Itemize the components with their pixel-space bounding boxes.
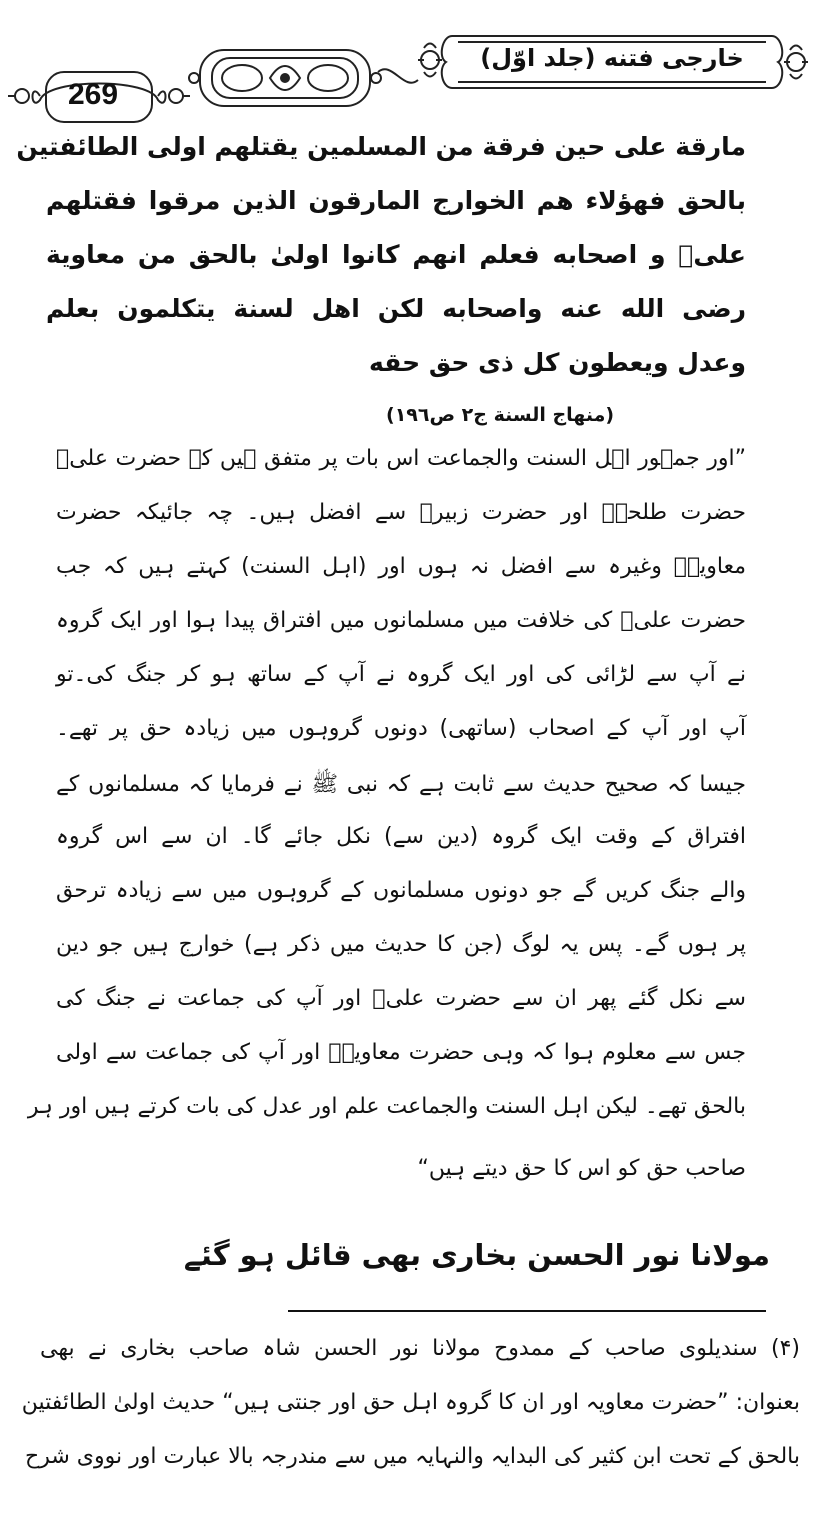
- book-title: خارجی فتنه (جلد اوّل): [480, 44, 744, 72]
- urdu-line: معاویہؓ وغیرہ سے افضل نہ ہوں اور (اہل السنت) کہتے ہیں کہ جب: [56, 554, 746, 579]
- urdu-line: جیسا کہ صحیح حدیث سے ثابت ہے کہ نبی ﷺ نے فرمایا کہ مسلمانوں کے: [56, 772, 746, 797]
- center-ornament: [189, 50, 418, 106]
- heading-underline: [288, 1310, 766, 1312]
- arabic-line: بالحق فهؤلاء هم الخوارج المارقون الذين مرقوا فقتلهم: [46, 186, 746, 215]
- arabic-line: مارقة على حين فرقة من المسلمين يقتلهم اولى الطائفتين: [16, 132, 746, 161]
- urdu-line: والے جنگ کریں گے جو دونوں مسلمانوں کے گروہوں میں سے زیادہ ترحق: [56, 878, 746, 903]
- urdu-line: جس سے معلوم ہوا کہ وہی حضرت معاویہؓ اور آپ کی جماعت سے اولی: [56, 1040, 746, 1065]
- urdu-line: حضرت علیؓ کی خلافت میں مسلمانوں میں افتراق پیدا ہوا اور ایک گروہ: [56, 608, 746, 633]
- urdu-line: نے آپ سے لڑائی کی اور ایک گروہ نے آپ کے ساتھ ہو کر جنگ کی۔تو: [56, 662, 746, 687]
- arabic-line: رضى الله عنه واصحابه لكن اهل لسنة يتكلمون بعلم: [46, 294, 746, 323]
- urdu-line: افتراق کے وقت ایک گروہ (دین سے) نکل جائے گا۔ ان سے اس گروہ: [56, 824, 746, 849]
- page-header: [0, 0, 826, 125]
- paragraph-line: بعنوان: ”حضرت معاویہ اور ان کا گروہ اہل حق اور جنتی ہیں“ حدیث اولیٰ الطائفتین: [21, 1390, 800, 1415]
- urdu-line: بالحق تھے۔ لیکن اہل السنت والجماعت علم اور عدل کی بات کرتے ہیں اور ہر: [27, 1094, 746, 1119]
- urdu-line: ”اور جمہور اہل السنت والجماعت اس بات پر متفق ہیں کہ حضرت علیؓ: [56, 446, 746, 471]
- urdu-line: صاحب حق کو اس کا حق دیتے ہیں“: [417, 1156, 746, 1181]
- urdu-line: پر ہوں گے۔ پس یہ لوگ (جن کا حدیث میں ذکر ہے) خوارج ہیں جو دین: [56, 932, 746, 957]
- page-number: 269: [67, 78, 119, 111]
- urdu-line: حضرت طلحہؓ اور حضرت زبیرؓ سے افضل ہیں۔ چہ جائیکہ حضرت: [56, 500, 746, 525]
- source-reference: (منهاج السنة ج٢ ص١٩٦): [386, 404, 615, 426]
- paragraph-line: (۴) سندیلوی صاحب کے ممدوح مولانا نور الحسن شاہ صاحب بخاری نے بھی: [40, 1336, 800, 1361]
- urdu-line: آپ اور آپ کے اصحاب (ساتھی) دونوں گروہوں میں زیادہ حق پر تھے۔: [56, 716, 746, 741]
- paragraph-line: بالحق کے تحت ابن کثیر کی البدایہ والنہایہ میں سے مندرجہ بالا عبارت اور نووی شرح: [25, 1444, 800, 1469]
- arabic-line: وعدل ويعطون كل ذى حق حقه: [369, 348, 746, 377]
- arabic-line: علیؓ و اصحابه فعلم انهم كانوا اولیٰ بالحق من معاوية: [46, 240, 746, 269]
- section-heading: مولانا نور الحسن بخاری بھی قائل ہو گئے: [183, 1238, 770, 1272]
- urdu-line: سے نکل گئے پھر ان سے حضرت علیؓ اور آپ کی جماعت نے جنگ کی: [56, 986, 746, 1011]
